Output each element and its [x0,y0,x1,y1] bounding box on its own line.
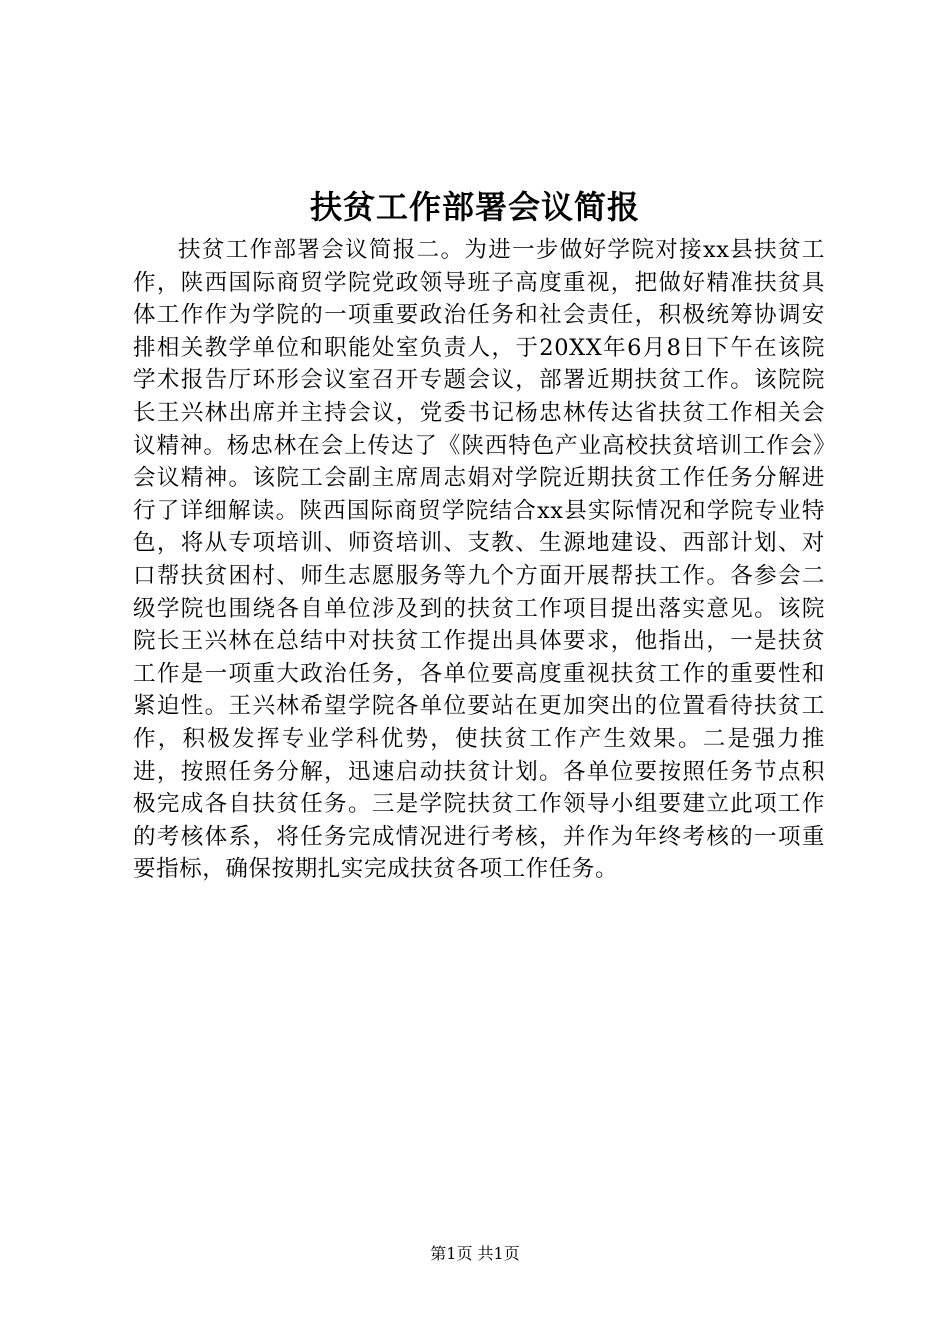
body-paragraph: 扶贫工作部署会议简报二。为进一步做好学院对接xx县扶贫工作，陕西国际商贸学院党政领导班子高度重视，把做好精准扶贫具体工作作为学院的一项重要政治任务和社会责任，积极统筹协调安排相关教学单位和职能处室负责人，于20XX年6月8日下午在该院学术报告厅环形会议室召开专题会议，部署近期扶贫工作。该院院长王兴林出席并主持会议，党委书记杨忠林传达省扶贫工作相关会议精神。杨忠林在会上传达了《陕西特色产业高校扶贫培训工作会》会议精神。该院工会副主席周志娟对学院近期扶贫工作任务分解进行了详细解读。陕西国际商贸学院结合xx县实际情况和学院专业特色，将从专项培训、师资培训、支教、生源地建设、西部计划、对口帮扶贫困村、师生志愿服务等九个方面开展帮扶工作。各参会二级学院也围绕各自单位涉及到的扶贫工作项目提出落实意见。该院院长王兴林在总结中对扶贫工作提出具体要求，他指出，一是扶贫工作是一项重大政治任务，各单位要高度重视扶贫工作的重要性和紧迫性。王兴林希望学院各单位要站在更加突出的位置看待扶贫工作，积极发挥专业学科优势，使扶贫工作产生效果。二是强力推进，按照任务分解，迅速启动扶贫计划。各单位要按照任务节点积极完成各自扶贫任务。三是学院扶贫工作领导小组要建立此项工作的考核体系，将任务完成情况进行考核，并作为年终考核的一项重要指标，确保按期扎实完成扶贫各项工作任务。 [133,237,825,883]
document-title: 扶贫工作部署会议简报 [309,188,640,226]
page-number-footer: 第1页 共1页 [430,1244,520,1263]
